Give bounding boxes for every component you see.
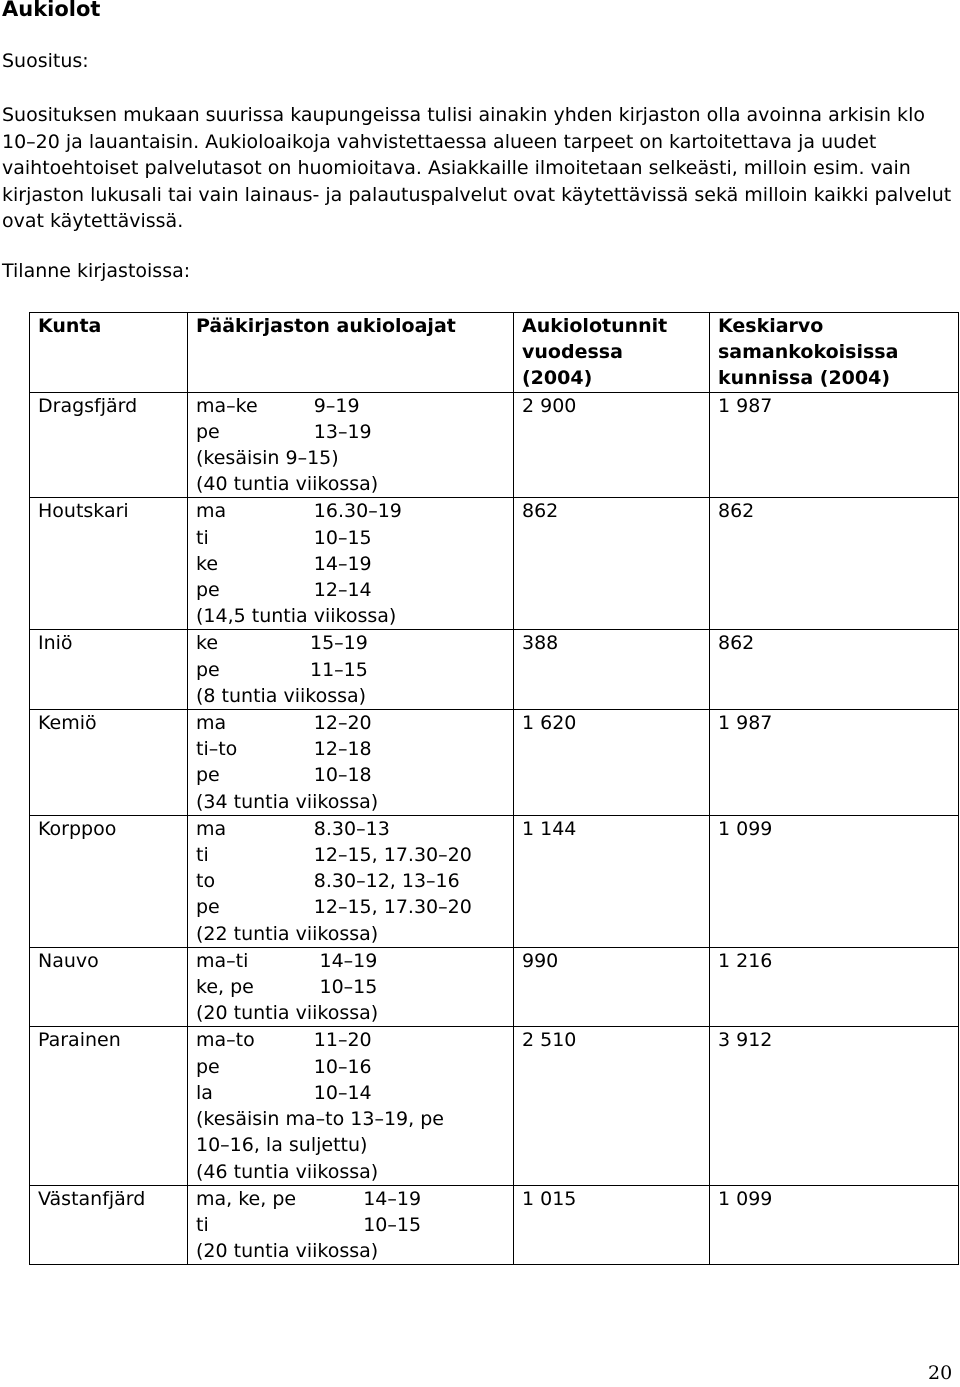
hours-time: 12–15, 17.30–20 bbox=[313, 844, 472, 867]
cell-annual-hours: 388 bbox=[514, 630, 710, 710]
hours-line bbox=[196, 1212, 513, 1238]
cell-annual-hours: 1 620 bbox=[514, 710, 710, 816]
hours-time: 12–14 bbox=[313, 579, 372, 602]
recommendation-label: Suositus: bbox=[2, 50, 89, 72]
hours-time: 11–20 bbox=[313, 1029, 372, 1052]
header-line: vuodessa bbox=[522, 341, 623, 364]
hours-time: 10–16 bbox=[313, 1055, 372, 1078]
hours-day: pe bbox=[196, 579, 220, 602]
cell-annual-hours: 2 510 bbox=[514, 1027, 710, 1185]
hours-time: 9–19 bbox=[313, 394, 360, 417]
table-row bbox=[30, 710, 959, 816]
table-header-row bbox=[30, 313, 959, 393]
hours-day: ke, pe bbox=[196, 976, 254, 999]
hours-line bbox=[196, 710, 513, 736]
table-row bbox=[30, 630, 959, 710]
table-row bbox=[30, 947, 959, 1027]
header-line: kunnissa (2004) bbox=[718, 367, 891, 390]
header-opening-hours bbox=[188, 313, 514, 393]
cell-annual-hours: 2 900 bbox=[514, 392, 710, 498]
hours-day: ma bbox=[196, 712, 227, 735]
hours-line bbox=[196, 1080, 513, 1106]
hours-day: pe bbox=[196, 658, 220, 681]
hours-line: (34 tuntia viikossa) bbox=[196, 790, 379, 813]
hours-day: ke bbox=[196, 552, 219, 575]
table-row bbox=[30, 392, 959, 498]
hours-line bbox=[196, 736, 513, 762]
cell-opening-hours bbox=[188, 498, 514, 630]
hours-day: ma–ke bbox=[196, 394, 258, 417]
header-kunta bbox=[30, 313, 188, 393]
header-line: Keskiarvo bbox=[718, 315, 824, 337]
hours-line bbox=[196, 1054, 513, 1080]
header-line: Pääkirjaston aukioloajat bbox=[196, 315, 456, 337]
hours-line bbox=[196, 630, 513, 656]
hours-day: ma–ti bbox=[196, 949, 249, 972]
cell-average: 1 099 bbox=[710, 815, 959, 947]
cell-average: 862 bbox=[710, 498, 959, 630]
hours-line: (kesäisin ma–to 13–19, pe bbox=[196, 1108, 444, 1131]
cell-opening-hours bbox=[188, 947, 514, 1027]
header-line: Aukiolotunnit bbox=[522, 315, 668, 337]
header-line: (2004) bbox=[522, 367, 593, 390]
cell-kunta: Korppoo bbox=[30, 815, 188, 947]
hours-time: 10–15 bbox=[363, 1213, 422, 1236]
table-row bbox=[30, 815, 959, 947]
hours-time: 12–20 bbox=[313, 712, 372, 735]
cell-annual-hours: 1 015 bbox=[514, 1185, 710, 1265]
table-body bbox=[30, 392, 959, 1265]
hours-line bbox=[196, 762, 513, 788]
hours-line: (8 tuntia viikossa) bbox=[196, 684, 367, 707]
header-line: samankokoisissa bbox=[718, 341, 899, 364]
hours-day: pe bbox=[196, 420, 220, 443]
hours-time: 12–15, 17.30–20 bbox=[313, 896, 472, 919]
hours-line: (20 tuntia viikossa) bbox=[196, 1002, 379, 1025]
hours-time: 14–19 bbox=[363, 1187, 422, 1210]
cell-average: 1 099 bbox=[710, 1185, 959, 1265]
cell-annual-hours: 990 bbox=[514, 947, 710, 1027]
cell-kunta: Parainen bbox=[30, 1027, 188, 1185]
cell-opening-hours bbox=[188, 1027, 514, 1185]
cell-average: 1 216 bbox=[710, 947, 959, 1027]
hours-line: (14,5 tuntia viikossa) bbox=[196, 605, 397, 628]
hours-line bbox=[196, 842, 513, 868]
hours-day: ti bbox=[196, 844, 209, 867]
hours-day: ma, ke, pe bbox=[196, 1187, 297, 1210]
cell-kunta: Dragsfjärd bbox=[30, 392, 188, 498]
hours-day: pe bbox=[196, 764, 220, 787]
hours-line bbox=[196, 525, 513, 551]
hours-time: 11–15 bbox=[310, 658, 368, 681]
hours-time: 14–19 bbox=[319, 949, 378, 972]
cell-average: 862 bbox=[710, 630, 959, 710]
header-annual-hours bbox=[514, 313, 710, 393]
cell-opening-hours bbox=[188, 710, 514, 816]
cell-kunta: Iniö bbox=[30, 630, 188, 710]
hours-day: ti–to bbox=[196, 738, 238, 761]
page-number: 20 bbox=[928, 1362, 953, 1384]
library-hours-table bbox=[29, 312, 959, 1265]
hours-time: 10–18 bbox=[313, 764, 372, 787]
hours-line bbox=[196, 393, 513, 419]
hours-day: pe bbox=[196, 896, 220, 919]
hours-line bbox=[196, 657, 513, 683]
cell-average: 3 912 bbox=[710, 1027, 959, 1185]
cell-kunta: Houtskari bbox=[30, 498, 188, 630]
hours-day: ma bbox=[196, 817, 227, 840]
table-row bbox=[30, 1027, 959, 1185]
hours-line bbox=[196, 894, 513, 920]
hours-time: 8.30–12, 13–16 bbox=[313, 870, 460, 893]
hours-line: (22 tuntia viikossa) bbox=[196, 922, 379, 945]
hours-time: 12–18 bbox=[313, 738, 372, 761]
hours-time: 10–14 bbox=[313, 1081, 372, 1104]
cell-kunta: Västanfjärd bbox=[30, 1185, 188, 1265]
hours-time: 8.30–13 bbox=[313, 817, 390, 840]
hours-day: la bbox=[196, 1081, 213, 1104]
hours-line: (40 tuntia viikossa) bbox=[196, 473, 379, 496]
hours-time: 16.30–19 bbox=[313, 500, 402, 523]
cell-opening-hours bbox=[188, 1185, 514, 1265]
cell-average: 1 987 bbox=[710, 710, 959, 816]
hours-day: ti bbox=[196, 1213, 209, 1236]
hours-line bbox=[196, 498, 513, 524]
hours-day: ke bbox=[196, 632, 219, 655]
header-average bbox=[710, 313, 959, 393]
hours-time: 10–15 bbox=[313, 526, 372, 549]
hours-line bbox=[196, 1186, 513, 1212]
hours-time: 15–19 bbox=[310, 632, 368, 655]
hours-day: pe bbox=[196, 1055, 220, 1078]
hours-line bbox=[196, 816, 513, 842]
hours-line bbox=[196, 419, 513, 445]
hours-time: 14–19 bbox=[313, 552, 372, 575]
hours-day: ma–to bbox=[196, 1029, 255, 1052]
hours-time: 10–15 bbox=[319, 976, 378, 999]
cell-average: 1 987 bbox=[710, 392, 959, 498]
hours-line bbox=[196, 948, 513, 974]
hours-day: ma bbox=[196, 500, 227, 523]
hours-line: (kesäisin 9–15) bbox=[196, 447, 339, 470]
cell-opening-hours bbox=[188, 392, 514, 498]
hours-line: (46 tuntia viikossa) bbox=[196, 1160, 379, 1183]
hours-time: 13–19 bbox=[313, 420, 372, 443]
recommendation-text: Suosituksen mukaan suurissa kaupungeissa tulisi ainakin yhden kirjaston olla avoinna arkisin klo 10–20 ja lauantaisin. Aukioloaikoja vahvistettaessa alueen tarpeet on kartoitettava ja uudet vaihtoehtoiset palvelutasot on huomioitava. Asiakkaille ilmoitetaan selkeästi, milloin esim. vain kirjaston lukusali tai vain lainaus- ja palautuspalvelut ovat käytettävissä sekä milloin kaikki palvelut ovat käytettävissä. bbox=[2, 104, 952, 232]
cell-kunta: Nauvo bbox=[30, 947, 188, 1027]
hours-line: (20 tuntia viikossa) bbox=[196, 1240, 379, 1263]
cell-kunta: Kemiö bbox=[30, 710, 188, 816]
hours-line bbox=[196, 868, 513, 894]
hours-line bbox=[196, 551, 513, 577]
cell-annual-hours: 862 bbox=[514, 498, 710, 630]
hours-line: 10–16, la suljettu) bbox=[196, 1134, 368, 1157]
header-line: Kunta bbox=[38, 315, 102, 337]
hours-day: ti bbox=[196, 526, 209, 549]
hours-day: to bbox=[196, 870, 216, 893]
table-row bbox=[30, 1185, 959, 1265]
document-title: Aukiolot bbox=[2, 0, 101, 21]
status-label: Tilanne kirjastoissa: bbox=[2, 260, 191, 282]
hours-line bbox=[196, 1027, 513, 1053]
table-row bbox=[30, 498, 959, 630]
cell-opening-hours bbox=[188, 630, 514, 710]
cell-opening-hours bbox=[188, 815, 514, 947]
hours-line bbox=[196, 974, 513, 1000]
cell-annual-hours: 1 144 bbox=[514, 815, 710, 947]
hours-line bbox=[196, 577, 513, 603]
